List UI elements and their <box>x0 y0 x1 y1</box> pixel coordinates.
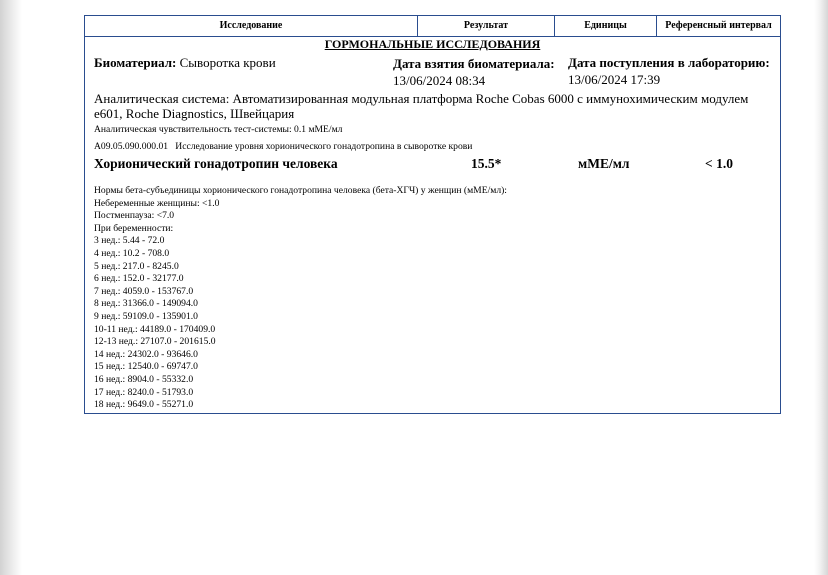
result-units: мМЕ/мл <box>578 156 630 171</box>
norm-line: 15 нед.: 12540.0 - 69747.0 <box>94 361 198 373</box>
norm-line: 14 нед.: 24302.0 - 93646.0 <box>94 348 198 360</box>
norm-line: 17 нед.: 8240.0 - 51793.0 <box>94 386 194 398</box>
header-study: Исследование <box>85 16 418 36</box>
header-result: Результат <box>418 16 555 36</box>
lab-receipt-date: 13/06/2024 17:39 <box>568 72 661 87</box>
norm-line: 8 нед.: 31366.0 - 149094.0 <box>94 298 198 310</box>
biomaterial <box>94 55 276 71</box>
collection-label: Дата взятия биоматериала: <box>393 56 555 71</box>
lab-receipt-label: Дата поступления в лабораторию: <box>568 55 770 70</box>
collection-date: 13/06/2024 08:34 <box>393 73 486 88</box>
table-header <box>85 16 780 37</box>
norm-line: 6 нед.: 152.0 - 32177.0 <box>94 273 184 285</box>
lab-report <box>84 15 781 414</box>
norms-list <box>94 185 507 412</box>
norm-line: 7 нед.: 4059.0 - 153767.0 <box>94 285 194 297</box>
test-description: Исследование уровня хорионического гонадотропина в сыворотке крови <box>175 141 473 152</box>
header-units: Единицы <box>555 16 657 36</box>
analytic-system-line2: e601, Roche Diagnostics, Швейцария <box>94 106 295 121</box>
test-line <box>94 141 472 152</box>
norm-line: 3 нед.: 5.44 - 72.0 <box>94 235 165 247</box>
section-title: ГОРМОНАЛЬНЫЕ ИССЛЕДОВАНИЯ <box>324 37 541 51</box>
norms-heading: Нормы бета-субъединицы хорионического гонадотропина человека (бета-ХГЧ) у женщин (мМЕ/мл): <box>94 185 507 196</box>
analytic-system-line1: Аналитическая система: Автоматизированная модульная платформа Roche Cobas 6000 с иммунохимическим модулем <box>94 91 749 106</box>
norm-line: 18 нед.: 9649.0 - 55271.0 <box>94 399 194 411</box>
header-reference: Референсный интервал <box>665 20 772 31</box>
norm-line: 5 нед.: 217.0 - 8245.0 <box>94 260 179 272</box>
biomaterial-value: Сыворотка крови <box>179 55 276 70</box>
norm-line: 9 нед.: 59109.0 - 135901.0 <box>94 310 198 322</box>
test-code: A09.05.090.000.01 <box>94 141 169 152</box>
norm-line: 10-11 нед.: 44189.0 - 170409.0 <box>94 323 216 335</box>
norm-line: Постменпауза: <7.0 <box>94 210 175 222</box>
page-shadow-left <box>0 0 22 575</box>
norm-line: Небеременные женщины: <1.0 <box>94 197 220 209</box>
result-value: 15.5* <box>471 156 502 171</box>
page-shadow-right <box>814 0 828 575</box>
norm-line: 16 нед.: 8904.0 - 55332.0 <box>94 373 194 385</box>
norm-line: При беременности: <box>94 222 174 234</box>
result-name: Хорионический гонадотропин человека <box>94 156 338 171</box>
sensitivity: Аналитическая чувствительность тест-системы: 0.1 мМЕ/мл <box>94 124 343 135</box>
norm-line: 12-13 нед.: 27107.0 - 201615.0 <box>94 336 216 348</box>
biomaterial-label: Биоматериал: <box>94 55 177 70</box>
result-reference: < 1.0 <box>705 156 733 171</box>
norm-line: 4 нед.: 10.2 - 708.0 <box>94 247 170 259</box>
